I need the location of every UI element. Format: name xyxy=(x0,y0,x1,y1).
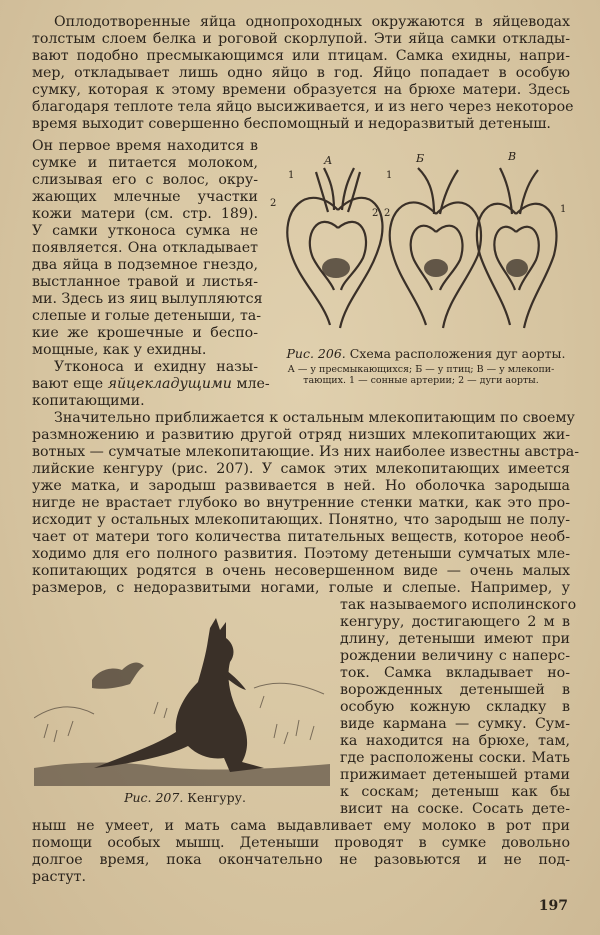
text-line: к соскам; детеныш как бы xyxy=(340,784,570,800)
text-line: У самки утконоса сумка не xyxy=(32,223,258,239)
figure-207-number: Рис. 207. xyxy=(124,790,184,805)
aorta-c-vessels xyxy=(500,168,538,214)
ventricle-b xyxy=(424,259,448,277)
text-line xyxy=(32,376,270,393)
text-line: слепые и голые детеныши, та- xyxy=(32,308,262,324)
heart-c-inner xyxy=(494,227,538,290)
text-line: Оплодотворенные яйца однопроходных окружаются в яйцеводах xyxy=(54,14,570,30)
text-line: слизывая его с волос, окру- xyxy=(32,172,258,188)
paragraph-4 xyxy=(32,410,580,597)
text-line: прижимает детенышей ртами xyxy=(340,767,570,783)
text-line: рождении величину с наперс- xyxy=(340,648,570,664)
text-line: ток. Самка вкладывает но- xyxy=(340,665,570,681)
distant-kangaroo xyxy=(92,663,144,689)
text-line: размножению и развитию другой отряд низших млекопитающих жи- xyxy=(32,427,570,443)
label-num-1b: 1 xyxy=(386,170,393,181)
aorta-b-vessels xyxy=(418,168,458,214)
aorta-a-vessels xyxy=(316,168,360,212)
text-line: ка находится на брюхе, там, xyxy=(340,733,570,749)
text-line: появляется. Она откладывает xyxy=(32,240,258,256)
figure-206-caption xyxy=(276,346,576,361)
ground-hatching xyxy=(34,762,330,786)
text-line: кожи матери (см. стр. 189). xyxy=(32,206,258,222)
text-line: Значительно приближается к остальным млекопитающим по своему xyxy=(54,410,575,426)
paragraph-4-end xyxy=(32,818,570,886)
text-line: жающих млечные участки xyxy=(32,189,258,205)
figure-206-legend xyxy=(262,364,580,386)
text-line: растут. xyxy=(32,869,87,885)
ventricle-a xyxy=(322,258,350,278)
text-line: ныш не умеет, и мать сама выдавливает ему молоко в рот при xyxy=(32,818,570,834)
text-line: ворожденных детенышей в xyxy=(340,682,570,698)
figure-207-caption xyxy=(90,790,280,805)
heart-b-inner xyxy=(411,226,463,290)
text-line: длину, детеныши имеют при xyxy=(340,631,570,647)
text-line: сумку, которая к этому времени образуется на брюхе матери. Здесь xyxy=(32,82,570,98)
page-number: 197 xyxy=(538,898,568,914)
paragraph-4-right-column xyxy=(340,597,577,818)
text-line: висит на соске. Сосать дете- xyxy=(340,801,570,817)
label-num-1: 1 xyxy=(288,170,295,181)
text-line: толстым слоем белка и роговой скорлупой. Эти яйца самки отклады- xyxy=(32,31,570,47)
figure-206-number: Рис. 206. xyxy=(286,346,346,361)
text-line: размеров, с недоразвитыми ногами, голые и слепые. Например, у xyxy=(32,580,570,596)
text-line: где расположены соски. Мать xyxy=(340,750,570,766)
legend-line: А — у пресмыкающихся; Б — у птиц; В — у млекопи- xyxy=(287,364,555,375)
kangaroo-body xyxy=(94,618,264,772)
text-line: кенгуру, достигающего 2 м в xyxy=(340,614,570,630)
term-italic: яйцекладущими xyxy=(107,376,232,392)
ventricle-c xyxy=(506,259,528,277)
label-b: Б xyxy=(416,152,425,165)
label-c: В xyxy=(508,150,517,163)
label-num-2b: 2 xyxy=(372,208,379,219)
text-line: время выходит совершенно беспомощный и недоразвитый детеныш. xyxy=(32,116,551,132)
label-num-2: 2 xyxy=(270,198,277,209)
text-line: мощные, как у ехидны. xyxy=(32,342,207,358)
aorta-arches-figure xyxy=(268,150,578,335)
heart-a-inner xyxy=(310,222,366,290)
text-line: копитающих родятся в очень несовершенном виде — очень малых xyxy=(32,563,570,579)
text-fragment: вают еще xyxy=(32,376,104,392)
text-line: Он первое время находится в xyxy=(32,138,258,154)
text-line: помощи особых мышц. Детеныши проводят в сумке довольно xyxy=(32,835,570,851)
kangaroo-illustration xyxy=(34,618,330,786)
text-line: исходит у остальных млекопитающих. Понятно, что зародыш не полу- xyxy=(32,512,570,528)
text-line: уже матка, и зародыш развивается в ней. Но оболочка зародыша xyxy=(32,478,570,494)
text-line: вотных — сумчатые млекопитающие. Из них наиболее известны австра- xyxy=(32,444,580,460)
paragraph-3 xyxy=(32,359,270,410)
text-fragment: мле- xyxy=(236,376,270,392)
text-line: вают подобно пресмыкающимся или птицам. Самка ехидны, напри- xyxy=(32,48,570,64)
text-line: виде кармана — сумку. Сум- xyxy=(340,716,570,732)
text-line: так называемого исполинского xyxy=(340,597,577,613)
label-num-2c: 2 xyxy=(384,208,391,219)
text-line: благодаря теплоте тела яйцо высиживается, и из него через некоторое xyxy=(32,99,574,115)
label-a: А xyxy=(324,154,333,167)
text-line: копитающими. xyxy=(32,393,145,409)
label-num-1c: 1 xyxy=(560,204,567,215)
text-line: чает от матери того количества питательных веществ, которое необ- xyxy=(32,529,570,545)
text-line: долгое время, пока окончательно не разовьются и не под- xyxy=(32,852,570,868)
text-line: кие же крошечные и беспо- xyxy=(32,325,258,341)
text-line: выстланное травой и листья- xyxy=(32,274,258,290)
paragraph-2 xyxy=(32,138,263,359)
legend-line: тающих. 1 — сонные артерии; 2 — дуги аорты. xyxy=(303,375,539,386)
text-line: нигде не врастает глубоко во внутренние стенки матки, как это про- xyxy=(32,495,570,511)
figure-206-title: Схема расположения дуг аорты. xyxy=(349,346,566,361)
text-line: два яйца в подземное гнездо, xyxy=(32,257,258,273)
text-line: сумке и питается молоком, xyxy=(32,155,258,171)
text-line: лийские кенгуру (рис. 207). У самок этих млекопитающих имеется xyxy=(32,461,570,477)
text-line: ми. Здесь из яиц вылупляются xyxy=(32,291,263,307)
paragraph-1 xyxy=(32,14,574,133)
text-line: мер, откладывает лишь одно яйцо в год. Яйцо попадает в особую xyxy=(32,65,570,81)
text-line: Утконоса и ехидну назы- xyxy=(54,359,258,375)
text-line: ходимо для его полного развития. Поэтому детеныши сумчатых мле- xyxy=(32,546,570,562)
text-line: особую кожную складку в xyxy=(340,699,570,715)
figure-207-title: Кенгуру. xyxy=(187,790,246,805)
